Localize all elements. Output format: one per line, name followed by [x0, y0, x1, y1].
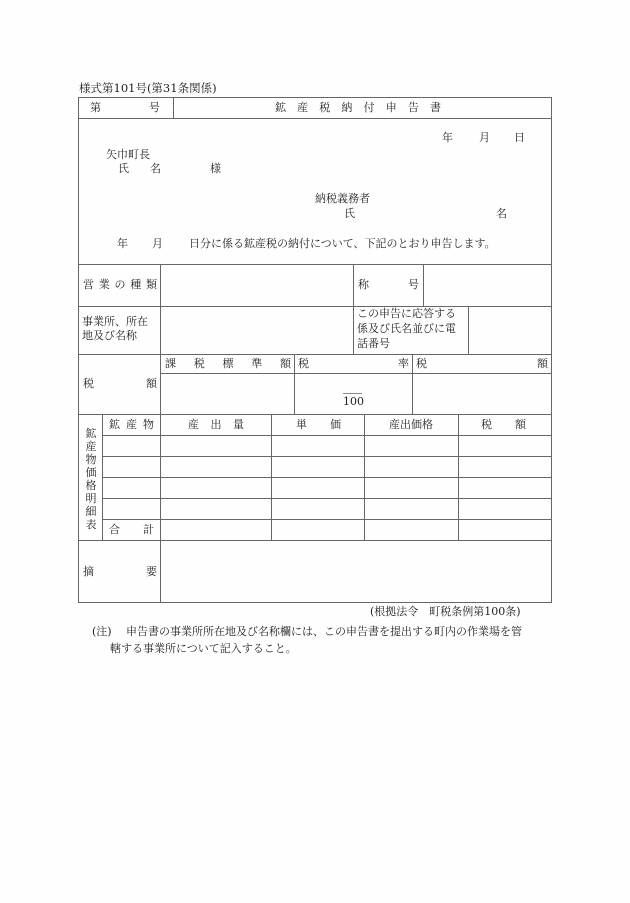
divider: [78, 414, 552, 415]
label-char: 産: [188, 418, 199, 431]
label-char: 額: [280, 357, 291, 370]
label-char: 税: [83, 377, 94, 390]
label-char: 業: [98, 278, 110, 291]
addressee-honorific: 様: [210, 162, 221, 175]
divider: [271, 414, 272, 540]
office-label-line2: 地及び名称: [82, 329, 137, 342]
col-header-mineral: [109, 418, 154, 432]
label-char: 物: [143, 418, 154, 431]
label-char: 価: [85, 466, 97, 479]
date-day: 日: [514, 131, 525, 144]
divider: [173, 97, 174, 118]
divider: [78, 354, 552, 355]
detail-row[interactable]: [103, 499, 550, 518]
label-char: 号: [408, 278, 419, 291]
total-label: [109, 523, 154, 537]
note-line1: 申告書の事業所所在地及び名称欄には、この申告書を提出する町内の作業場を管: [126, 625, 522, 638]
table-border-bottom: [78, 602, 552, 603]
tax-amount-header: [416, 357, 548, 371]
business-type-field[interactable]: [161, 265, 352, 305]
label-char: 産: [126, 418, 137, 431]
note-prefix: (注): [92, 625, 112, 638]
note-line2: 轄する事業所について記入すること。: [110, 642, 297, 655]
summary-label: [83, 565, 157, 579]
col-header-output: [188, 418, 244, 432]
form-title: [275, 101, 441, 115]
title-char: 申: [385, 101, 397, 114]
table-border-right: [551, 97, 552, 603]
tax-amount-field[interactable]: [413, 374, 550, 413]
title-char: 付: [363, 101, 375, 114]
label-char: 税: [416, 357, 427, 370]
trade-name-label: [358, 278, 419, 292]
label-char: 標: [222, 357, 234, 370]
addressee-name-left: 氏: [118, 162, 129, 175]
label-char: 税: [481, 418, 492, 431]
addressee-name-right: 名: [150, 162, 161, 175]
detail-side-label: [84, 427, 98, 531]
detail-row[interactable]: [103, 478, 550, 497]
label-char: 物: [85, 453, 97, 466]
number-label-right: 号: [149, 101, 160, 114]
table-border-left: [78, 97, 79, 603]
label-char: 率: [398, 357, 409, 370]
contact-label-line2: 係及び氏名並びに電: [357, 322, 456, 335]
label-char: 表: [85, 518, 97, 531]
contact-label-line1: この申告に応答する: [357, 307, 456, 320]
number-label: [90, 101, 160, 115]
date-month: 月: [479, 131, 490, 144]
date-year: 年: [442, 131, 453, 144]
label-char: 単: [296, 418, 307, 431]
taxpayer-name-left: 氏: [344, 207, 355, 220]
fraction-bar: [343, 393, 362, 394]
label-char: の: [114, 278, 126, 291]
label-char: 細: [85, 505, 97, 518]
title-char: 税: [319, 101, 331, 114]
title-char: 鉱: [275, 101, 286, 114]
divider: [102, 519, 552, 520]
divider: [353, 264, 354, 354]
label-char: 出: [210, 418, 222, 431]
tax-rate-header: [298, 357, 409, 371]
label-char: 課: [165, 357, 176, 370]
tax-base-header: [165, 357, 291, 371]
tax-label: [83, 377, 157, 391]
contact-label-line3: 話番号: [357, 337, 390, 350]
trade-name-field[interactable]: [424, 265, 550, 305]
title-char: 産: [297, 101, 309, 114]
divider: [102, 414, 103, 540]
label-char: 産: [85, 440, 97, 453]
label-char: 鉱: [85, 427, 97, 440]
form-id: 様式第101号(第31条関係): [79, 81, 217, 95]
business-type-label: [83, 278, 157, 292]
label-char: 計: [143, 523, 154, 536]
label-char: 量: [233, 418, 244, 431]
office-label-line1: 事業所、所在: [82, 315, 148, 328]
col-header-tax-amount: [481, 418, 526, 432]
label-char: 明: [85, 492, 97, 505]
label-char: 準: [251, 357, 263, 370]
label-char: 合: [109, 523, 120, 536]
label-char: 類: [146, 278, 157, 291]
statement-month: 月: [152, 237, 163, 250]
title-char: 書: [429, 101, 441, 114]
label-char: 種: [130, 278, 142, 291]
legal-basis: (根拠法令 町税条例第100条): [370, 605, 521, 618]
title-char: 告: [407, 101, 419, 114]
col-header-unit-price: [296, 418, 341, 432]
label-char: 営: [83, 278, 94, 291]
summary-field[interactable]: [161, 541, 550, 601]
tax-base-field[interactable]: [161, 374, 293, 413]
label-char: 額: [515, 418, 526, 431]
contact-field[interactable]: [469, 307, 550, 353]
label-char: 称: [358, 278, 369, 291]
statement-year: 年: [117, 237, 128, 250]
statement-text: 日分に係る鉱産税の納付について、下記のとおり申告します。: [189, 237, 496, 250]
tax-rate-fraction[interactable]: [295, 374, 411, 413]
label-char: 鉱: [109, 418, 120, 431]
label-char: 価: [330, 418, 341, 431]
divider: [458, 414, 459, 540]
detail-row[interactable]: [103, 457, 550, 476]
addressee-title: 矢巾町長: [106, 148, 150, 161]
label-char: 格: [85, 479, 97, 492]
label-char: 税: [298, 357, 309, 370]
number-label-left: 第: [90, 101, 101, 114]
office-field[interactable]: [161, 307, 352, 353]
detail-row[interactable]: [103, 436, 550, 455]
rate-denominator: 100: [343, 395, 364, 408]
taxpayer-label: 納税義務者: [315, 192, 370, 205]
label-char: 額: [146, 377, 157, 390]
label-char: 摘: [83, 565, 94, 578]
divider: [78, 118, 552, 119]
taxpayer-name-right: 名: [496, 207, 507, 220]
divider: [364, 414, 365, 540]
title-char: 納: [341, 101, 353, 114]
label-char: 額: [537, 357, 548, 370]
label-char: 税: [193, 357, 205, 370]
label-char: 要: [146, 565, 157, 578]
table-border-top: [78, 97, 552, 98]
col-header-output-price: 産出価格: [389, 418, 433, 431]
